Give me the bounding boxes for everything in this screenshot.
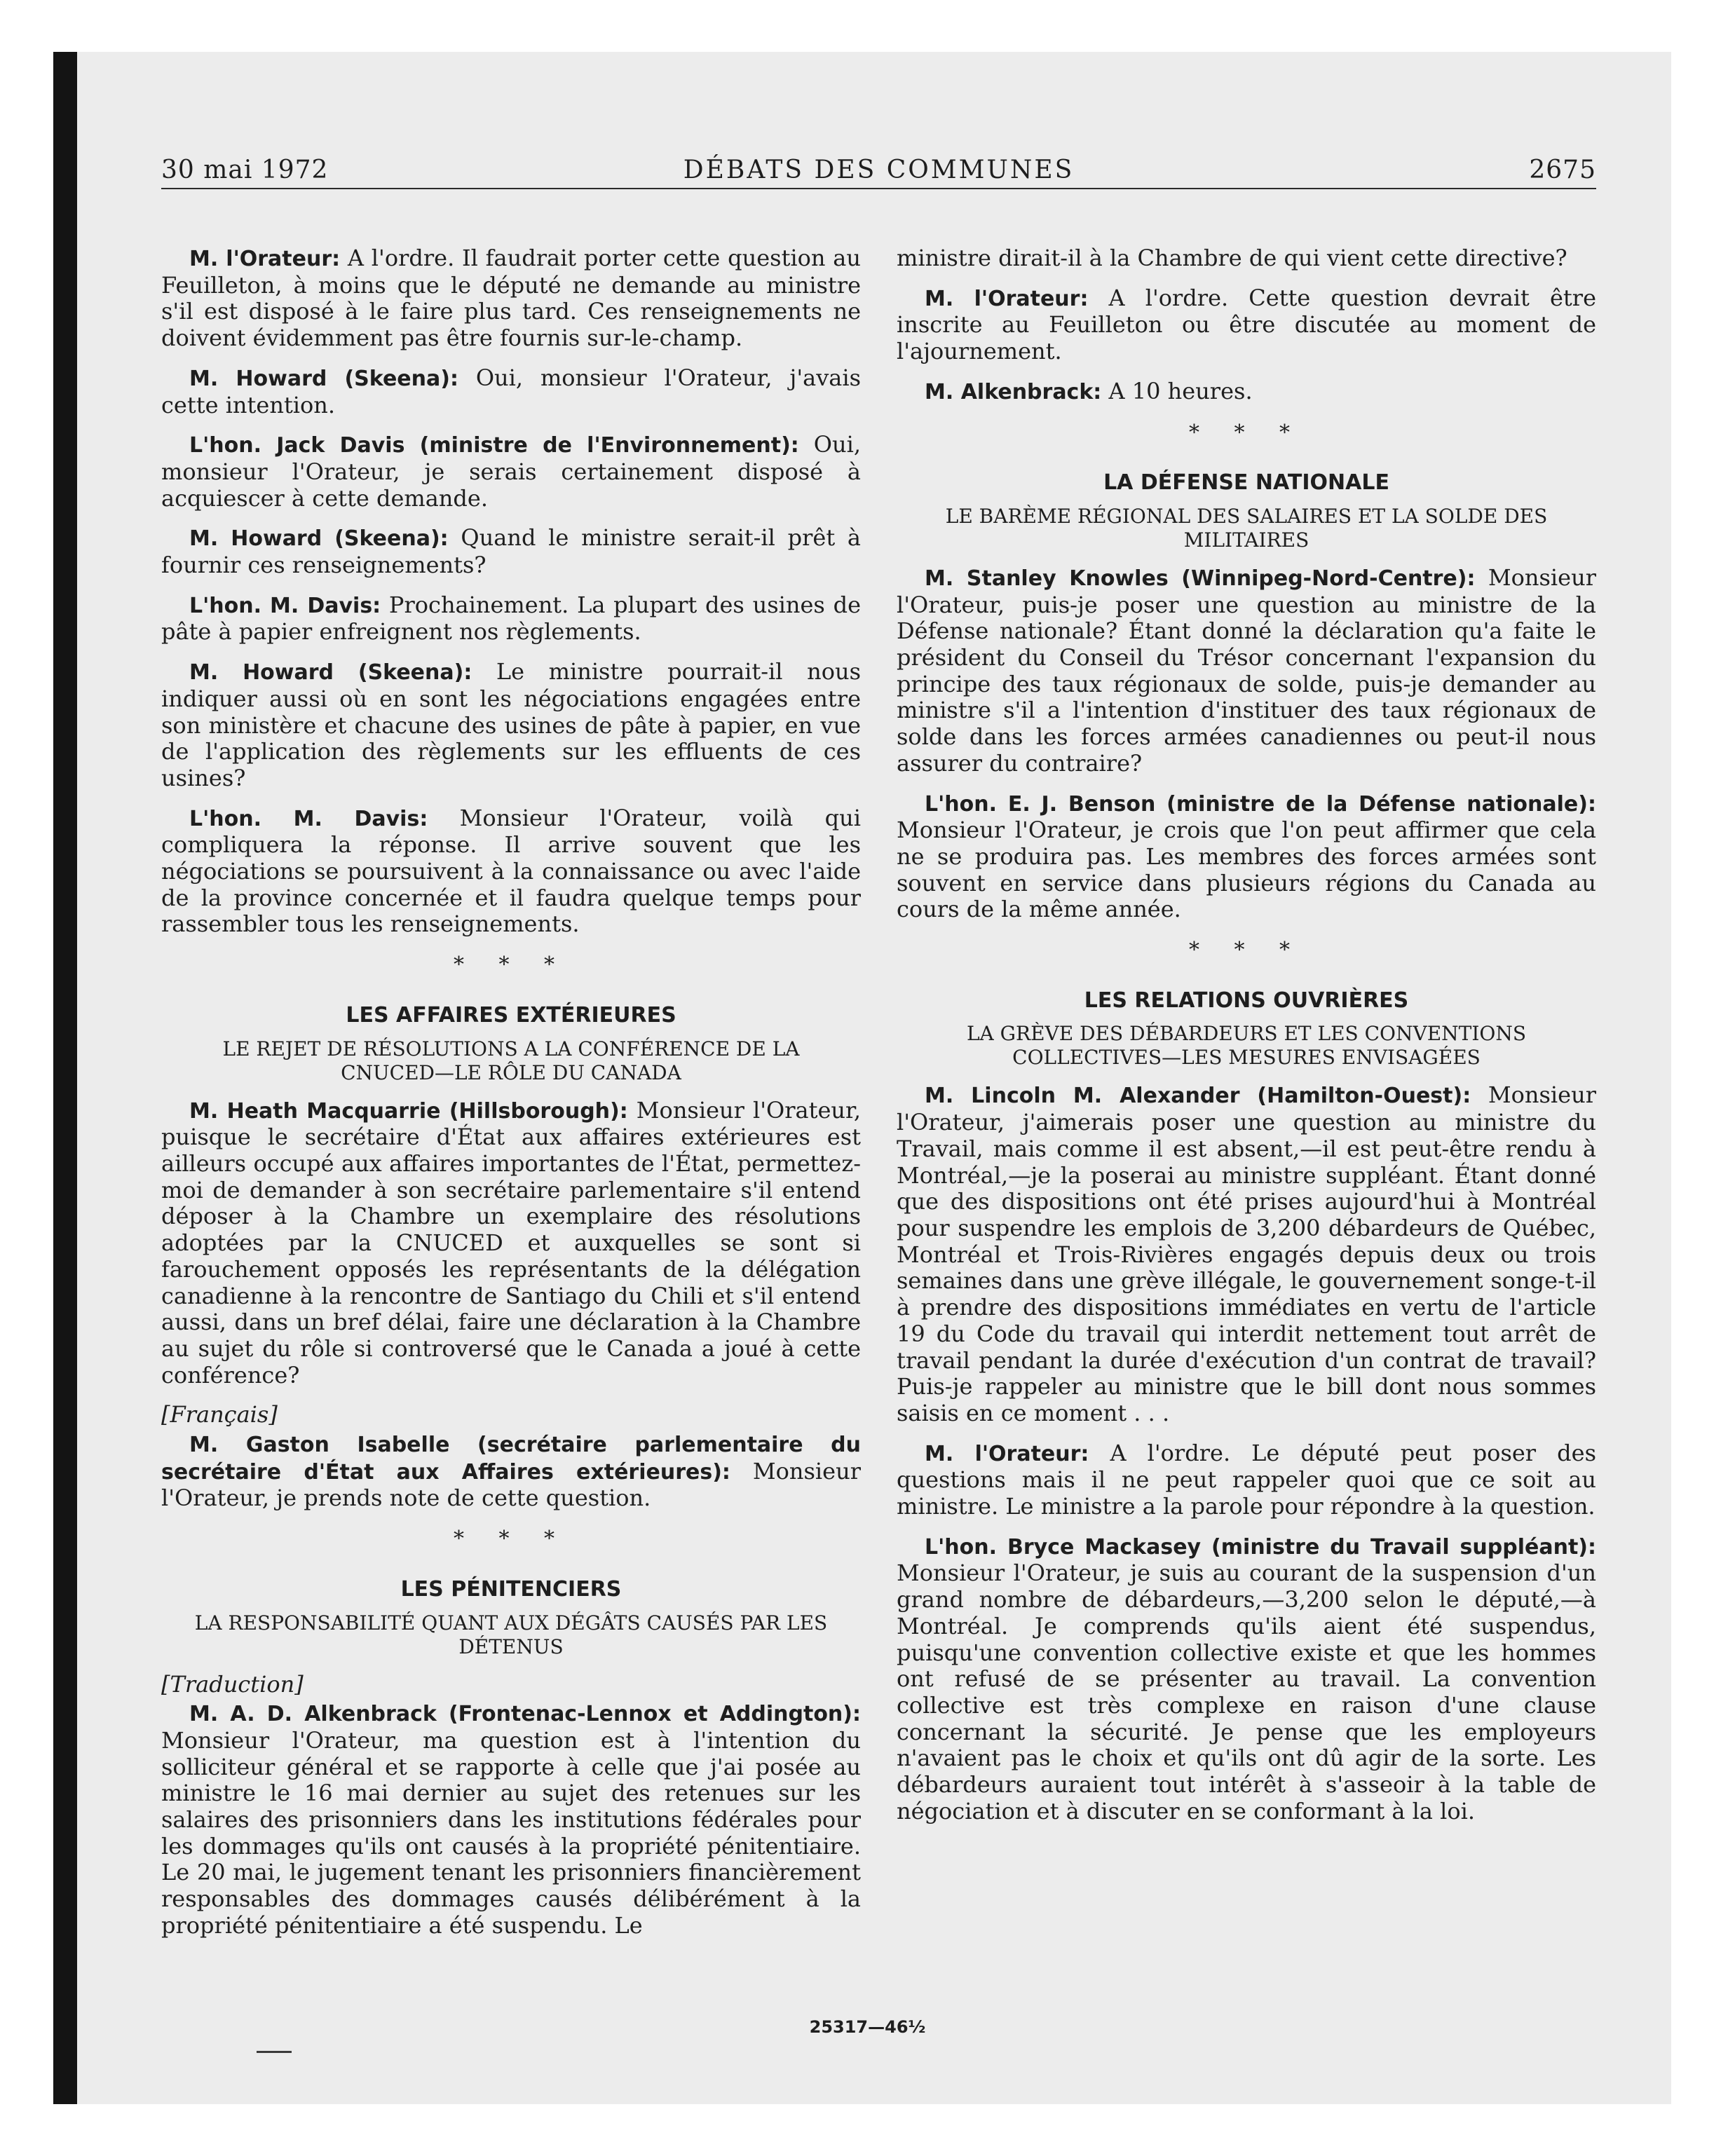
- paragraph-text: Monsieur l'Orateur, je crois que l'on peut affirmer que cela ne se produira pas. Les membres des forces armées sont souvent en service dans plusieurs régions du Canada au cours de la même année.: [897, 817, 1596, 923]
- paragraph-text: Monsieur l'Orateur, voilà qui compliquera la réponse. Il arrive souvent que les négociations se poursuivent à la connaissance ou avec l'aide de la province concernée et il faudra quelque temps pour rassembler tous les renseignements.: [161, 804, 861, 938]
- header-title: DÉBATS DES COMMUNES: [683, 156, 1075, 184]
- speaker-name: L'hon. M. Davis:: [189, 593, 381, 618]
- paragraph-text: A l'ordre. Le député peut poser des questions mais il ne peut rappeler quoi que ce soit au ministre. Le ministre a la parole pour répondre à la question.: [897, 1439, 1596, 1520]
- section-heading: LES RELATIONS OUVRIÈRES: [1084, 988, 1409, 1013]
- section-separator: * * *: [1188, 938, 1305, 963]
- paragraph-text: Monsieur l'Orateur, puisque le secrétaire d'État aux affaires extérieures est ailleurs occupé aux affaires importantes de l'État, permettez-moi de demander à son secrétaire parlementaire s'il entend déposer à la Chambre un exemplaire des résolutions adoptées par la CNUCED et auxquelles se sont si farouchement opposés les représentants de la délégation canadienne à la rencontre de Santiago du Chili et s'il entend aussi, dans un bref délai, faire une déclaration à la Chambre au sujet du rôle si controversé que le Canada a joué à cette conférence?: [161, 1096, 861, 1389]
- paragraph-text: A l'ordre. Il faudrait porter cette question au Feuilleton, à moins que le député ne demande au ministre s'il est disposé à le faire plus tard. Ces renseignements ne doivent évidemment pas être fournis sur-le-champ.: [161, 245, 861, 352]
- paragraph-text: Le ministre pourrait-il nous indiquer aussi où en sont les négociations engagées entre son ministère et chacune des usines de pâte à papier, en vue de l'application des règlements sur les effluents de ces usines?: [161, 658, 861, 791]
- paragraph: [897, 1440, 1596, 1520]
- section-separator: * * *: [1188, 420, 1305, 445]
- speaker-name: M. Stanley Knowles (Winnipeg-Nord-Centre):: [925, 566, 1476, 591]
- paragraph: [161, 1098, 861, 1389]
- right-column: [897, 245, 1596, 2040]
- footer-code: 25317—46½: [809, 2017, 926, 2037]
- speaker-name: M. l'Orateur:: [925, 1441, 1089, 1466]
- speaker-name: L'hon. M. Davis:: [189, 806, 428, 831]
- paragraph: [897, 285, 1596, 365]
- paragraph: [897, 791, 1596, 924]
- header-page-number: 2675: [1529, 156, 1596, 184]
- paragraph: [897, 378, 1596, 406]
- section-separator: * * *: [453, 953, 569, 978]
- paragraph-text: A 10 heures.: [1101, 377, 1253, 404]
- subsection-heading: LA RESPONSABILITÉ QUANT AUX DÉGÂTS CAUSÉS PAR LES DÉTENUS: [194, 1611, 828, 1658]
- section-heading: LES PÉNITENCIERS: [400, 1576, 622, 1602]
- paragraph: [161, 805, 861, 939]
- paragraph-text: Monsieur l'Orateur, j'aimerais poser une question au ministre du Travail, mais comme il est absent,—il est peut-être rendu à Montréal,—je la poserai au ministre suppléant. Étant donné que des dispositions ont été prises aujourd'hui à Montréal pour suspendre les emplois de 3,200 débardeurs de Québec, Montréal et Trois-Rivières engagés depuis deux ou trois semaines dans une grève illégale, le gouvernement songe-t-il à prendre des dispositions immédiates en vertu de l'article 19 du Code du travail qui interdit nettement tout arrêt de travail pendant la durée d'exécution d'un contrat de travail? Puis-je rappeler au ministre que le bill dont nous sommes saisis en ce moment . . .: [897, 1082, 1596, 1426]
- paragraph-text: Monsieur l'Orateur, je prends note de cette question.: [161, 1457, 861, 1512]
- page-header: [161, 153, 1596, 189]
- subsection-heading: LE REJET DE RÉSOLUTIONS A LA CONFÉRENCE DE LA CNUCED—LE RÔLE DU CANADA: [222, 1037, 800, 1084]
- speaker-name: M. Gaston Isabelle (secrétaire parlementaire du secrétaire d'État aux Affaires extérieures):: [161, 1433, 861, 1485]
- paragraph-text: Monsieur l'Orateur, puis-je poser une question au ministre de la Défense nationale? Étant donné la déclaration qu'a faite le président du Conseil du Trésor concernant l'expansion du principe des taux régionaux de solde, puis-je demander au ministre s'il a l'intention d'instituer des taux régionaux de solde dans les forces armées canadiennes ou peut-il nous assurer du contraire?: [897, 564, 1596, 777]
- language-note: [Français]: [161, 1401, 278, 1428]
- subsection-heading: LE BARÈME RÉGIONAL DES SALAIRES ET LA SOLDE DES MILITAIRES: [945, 504, 1548, 552]
- paragraph: [897, 1082, 1596, 1426]
- paragraph: [161, 245, 861, 352]
- section-separator: * * *: [453, 1527, 569, 1552]
- margin-mark: [257, 2051, 292, 2053]
- paragraph: [897, 565, 1596, 777]
- paragraph: [161, 432, 861, 512]
- speaker-name: M. Howard (Skeena):: [189, 660, 472, 685]
- speaker-name: M. Alkenbrack:: [925, 379, 1102, 404]
- speaker-name: M. Lincoln M. Alexander (Hamilton-Ouest):: [925, 1084, 1471, 1109]
- paragraph-text: Monsieur l'Orateur, ma question est à l'intention du solliciteur général et se rapporte à celle que j'ai posée au ministre le 16 mai dernier au sujet des retenues sur les salaires des prisonniers dans les institutions fédérales pour les dommages qu'ils ont causés à la propriété pénitentiaire. Le 20 mai, le jugement tenant les prisonniers financièrement responsables des dommages causés délibérément à la propriété pénitentiaire a été suspendu. Le: [161, 1726, 861, 1939]
- scan-edge: [53, 52, 77, 2104]
- paragraph: [161, 592, 861, 646]
- paragraph-text: Prochainement. La plupart des usines de pâte à papier enfreignent nos règlements.: [161, 591, 861, 646]
- section-heading: LA DÉFENSE NATIONALE: [1103, 470, 1389, 496]
- speaker-name: L'hon. Jack Davis (ministre de l'Environnement):: [189, 433, 799, 458]
- paragraph-text: Quand le ministre serait-il prêt à fournir ces renseignements?: [161, 524, 861, 579]
- paragraph: [161, 525, 861, 578]
- paragraph-text: Oui, monsieur l'Orateur, j'avais cette intention.: [161, 364, 861, 418]
- header-date: 30 mai 1972: [161, 156, 329, 184]
- paragraph: [897, 245, 1596, 272]
- speaker-name: M. A. D. Alkenbrack (Frontenac-Lennox et Addington):: [189, 1702, 861, 1727]
- left-column: [161, 245, 861, 2040]
- speaker-name: M. l'Orateur:: [189, 247, 341, 271]
- subsection-heading: LA GRÈVE DES DÉBARDEURS ET LES CONVENTIONS COLLECTIVES—LES MESURES ENVISAGÉES: [966, 1022, 1527, 1070]
- paragraph: [897, 1534, 1596, 1825]
- section-heading: LES AFFAIRES EXTÉRIEURES: [346, 1002, 676, 1028]
- paragraph-text: ministre dirait-il à la Chambre de qui vient cette directive?: [897, 245, 1567, 271]
- paragraph: [161, 365, 861, 418]
- speaker-name: M. Howard (Skeena):: [189, 526, 449, 552]
- speaker-name: L'hon. E. J. Benson (ministre de la Défense nationale):: [925, 791, 1596, 817]
- paragraph: [161, 659, 861, 792]
- paragraph-text: Monsieur l'Orateur, je suis au courant de la suspension d'un grand nombre de débardeurs,—3,200 selon le député,—à Montréal. Je comprends qu'ils aient été suspendus, puisqu'une convention collective existe et que les hommes ont refusé de se présenter au travail. La convention collective est très complexe en raison d'une clause concernant la sécurité. Je pense que les employeurs n'avaient pas le choix et qu'ils ont dû agir de la sorte. Les débardeurs auraient tout intérêt à s'asseoir à la table de négociation et à discuter en se conformant à la loi.: [897, 1560, 1596, 1824]
- speaker-name: M. Howard (Skeena):: [189, 366, 458, 391]
- language-note: [Traduction]: [161, 1670, 304, 1698]
- paragraph-text: A l'ordre. Cette question devrait être inscrite au Feuilleton ou être discutée au moment de l'ajournement.: [897, 284, 1596, 365]
- speaker-name: M. l'Orateur:: [925, 286, 1089, 311]
- paragraph: [161, 1700, 861, 1939]
- speaker-name: M. Heath Macquarrie (Hillsborough):: [189, 1098, 628, 1124]
- paragraph: [161, 1431, 861, 1512]
- paragraph-text: Oui, monsieur l'Orateur, je serais certainement disposé à acquiescer à cette demande.: [161, 431, 861, 512]
- speaker-name: L'hon. Bryce Mackasey (ministre du Travail suppléant):: [925, 1534, 1596, 1560]
